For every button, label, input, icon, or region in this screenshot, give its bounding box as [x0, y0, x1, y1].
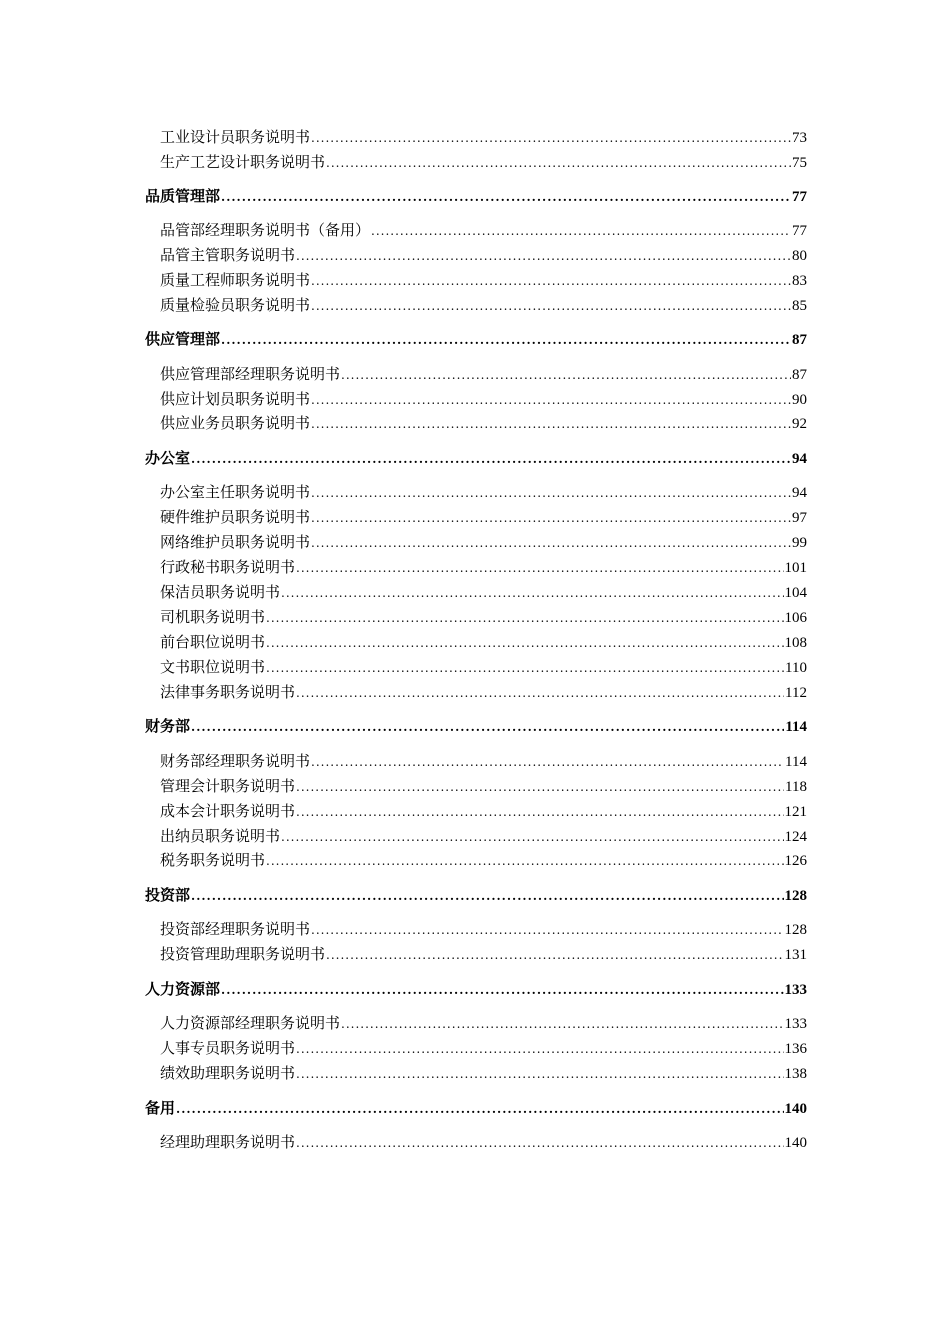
dot-leader: [311, 413, 791, 435]
toc-entry-page: 124: [784, 829, 807, 845]
dot-leader: [281, 826, 783, 848]
toc-entry-page: 126: [784, 853, 807, 869]
toc-section[interactable]: [145, 447, 807, 469]
toc-entry-page: 118: [785, 779, 807, 795]
toc-entry-title: 品管部经理职务说明书（备用）: [160, 221, 371, 239]
toc-entry-page: 90: [792, 392, 807, 408]
toc-entry-title: 投资管理助理职务说明书: [160, 945, 326, 963]
toc-section-page: 94: [792, 451, 807, 467]
toc-entry-page: 131: [784, 947, 807, 963]
toc-entry-page: 94: [792, 485, 807, 501]
toc-entry-title: 司机职务说明书: [160, 608, 266, 626]
toc-section-page: 133: [784, 982, 807, 998]
toc-entry[interactable]: [160, 606, 807, 628]
toc-entry[interactable]: [160, 388, 807, 410]
toc-entry[interactable]: [160, 849, 807, 871]
toc-entry-title: 办公室主任职务说明书: [160, 483, 311, 501]
toc-entry-title: 网络维护员职务说明书: [160, 533, 311, 551]
toc-section-title: 投资部: [145, 886, 191, 904]
dot-leader: [311, 751, 784, 773]
toc-entry-title: 硬件维护员职务说明书: [160, 508, 311, 526]
toc-entry-title: 品管主管职务说明书: [160, 246, 296, 264]
toc-entry-title: 人事专员职务说明书: [160, 1039, 296, 1057]
dot-leader: [311, 389, 791, 411]
toc-entry-title: 税务职务说明书: [160, 851, 266, 869]
dot-leader: [311, 919, 783, 941]
toc-section[interactable]: [145, 328, 807, 350]
toc-entry[interactable]: [160, 244, 807, 266]
toc-entry-page: 108: [784, 635, 807, 651]
toc-entry-title: 行政秘书职务说明书: [160, 558, 296, 576]
toc-entry[interactable]: [160, 363, 807, 385]
dot-leader: [371, 220, 791, 242]
dot-leader: [221, 186, 791, 208]
toc-entry-page: 85: [792, 298, 807, 314]
toc-entry[interactable]: [160, 1012, 807, 1034]
toc-section-page: 87: [792, 332, 807, 348]
toc-entry[interactable]: [160, 1037, 807, 1059]
dot-leader: [221, 979, 783, 1001]
toc-section-title: 供应管理部: [145, 330, 221, 348]
toc-entry-title: 生产工艺设计职务说明书: [160, 153, 326, 171]
toc-entry[interactable]: [160, 656, 807, 678]
dot-leader: [311, 482, 791, 504]
dot-leader: [296, 801, 783, 823]
toc-entry-title: 质量工程师职务说明书: [160, 271, 311, 289]
dot-leader: [296, 682, 784, 704]
toc-entry[interactable]: [160, 775, 807, 797]
toc-entry[interactable]: [160, 269, 807, 291]
toc-entry[interactable]: [160, 412, 807, 434]
dot-leader: [296, 1038, 783, 1060]
toc-entry-title: 管理会计职务说明书: [160, 777, 296, 795]
toc-entry-title: 绩效助理职务说明书: [160, 1064, 296, 1082]
dot-leader: [326, 944, 783, 966]
toc-entry-page: 101: [784, 560, 807, 576]
toc-section-title: 品质管理部: [145, 187, 221, 205]
toc-entry-page: 97: [792, 510, 807, 526]
dot-leader: [191, 448, 791, 470]
toc-entry[interactable]: [160, 918, 807, 940]
toc-section[interactable]: [145, 715, 807, 737]
dot-leader: [296, 557, 783, 579]
dot-leader: [311, 532, 791, 554]
dot-leader: [266, 607, 783, 629]
toc-entry[interactable]: [160, 825, 807, 847]
toc-section-title: 人力资源部: [145, 980, 221, 998]
dot-leader: [341, 1013, 783, 1035]
toc-entry-page: 99: [792, 535, 807, 551]
toc-section-title: 备用: [145, 1099, 176, 1117]
toc-section-title: 办公室: [145, 449, 191, 467]
dot-leader: [221, 329, 791, 351]
toc-section[interactable]: [145, 1097, 807, 1119]
toc-entry[interactable]: [160, 943, 807, 965]
toc-entry[interactable]: [160, 1131, 807, 1153]
dot-leader: [296, 776, 784, 798]
dot-leader: [341, 364, 791, 386]
toc-entry-title: 供应管理部经理职务说明书: [160, 365, 341, 383]
dot-leader: [266, 850, 783, 872]
toc-section-page: 77: [792, 189, 807, 205]
toc-section[interactable]: [145, 185, 807, 207]
toc-entry-page: 121: [784, 804, 807, 820]
toc-entry-page: 106: [784, 610, 807, 626]
toc-entry[interactable]: [160, 531, 807, 553]
dot-leader: [191, 885, 783, 907]
toc-section-page: 128: [784, 888, 807, 904]
toc-entry-title: 前台职位说明书: [160, 633, 266, 651]
toc-entry-page: 114: [785, 754, 807, 770]
toc-entry[interactable]: [160, 481, 807, 503]
toc-entry[interactable]: [160, 681, 807, 703]
toc-section[interactable]: [145, 978, 807, 1000]
toc-entry-page: 112: [785, 685, 807, 701]
toc-entry-page: 87: [792, 367, 807, 383]
toc-entry-page: 140: [784, 1135, 807, 1151]
dot-leader: [311, 127, 791, 149]
toc-entry[interactable]: [160, 151, 807, 173]
toc-entry[interactable]: [160, 294, 807, 316]
toc-entry-title: 文书职位说明书: [160, 658, 266, 676]
toc-entry-title: 经理助理职务说明书: [160, 1133, 296, 1151]
dot-leader: [281, 582, 783, 604]
toc-entry-title: 成本会计职务说明书: [160, 802, 296, 820]
toc-entry-page: 75: [792, 155, 807, 171]
toc-entry-title: 供应计划员职务说明书: [160, 390, 311, 408]
toc-entry-page: 136: [784, 1041, 807, 1057]
toc-entry-page: 133: [784, 1016, 807, 1032]
dot-leader: [311, 507, 791, 529]
toc-entry-title: 财务部经理职务说明书: [160, 752, 311, 770]
toc-entry[interactable]: [160, 506, 807, 528]
toc-entry[interactable]: [160, 126, 807, 148]
dot-leader: [266, 657, 784, 679]
toc-section-page: 114: [785, 719, 807, 735]
toc-entry-page: 77: [792, 223, 807, 239]
dot-leader: [311, 295, 791, 317]
dot-leader: [191, 716, 784, 738]
toc-section-title: 财务部: [145, 717, 191, 735]
toc-entry-title: 供应业务员职务说明书: [160, 414, 311, 432]
dot-leader: [296, 1132, 783, 1154]
dot-leader: [176, 1098, 783, 1120]
dot-leader: [311, 270, 791, 292]
toc-entry-page: 83: [792, 273, 807, 289]
toc-entry[interactable]: [160, 556, 807, 578]
toc-entry-title: 工业设计员职务说明书: [160, 128, 311, 146]
toc-entry[interactable]: [160, 750, 807, 772]
toc-entry-title: 出纳员职务说明书: [160, 827, 281, 845]
toc-entry-title: 人力资源部经理职务说明书: [160, 1014, 341, 1032]
toc-entry[interactable]: [160, 1062, 807, 1084]
toc-entry-title: 保洁员职务说明书: [160, 583, 281, 601]
toc-entry-title: 质量检验员职务说明书: [160, 296, 311, 314]
dot-leader: [296, 1063, 783, 1085]
toc-section[interactable]: [145, 884, 807, 906]
toc-entry-page: 138: [784, 1066, 807, 1082]
toc-entry-page: 73: [792, 130, 807, 146]
toc-entry-title: 法律事务职务说明书: [160, 683, 296, 701]
toc-entry-page: 92: [792, 416, 807, 432]
dot-leader: [266, 632, 783, 654]
toc-entry-page: 128: [784, 922, 807, 938]
dot-leader: [296, 245, 791, 267]
toc-entry[interactable]: [160, 219, 807, 241]
toc-entry[interactable]: [160, 581, 807, 603]
toc-entry-page: 110: [785, 660, 807, 676]
toc-section-page: 140: [784, 1101, 807, 1117]
toc-entry[interactable]: [160, 631, 807, 653]
toc-entry-page: 104: [784, 585, 807, 601]
toc-entry[interactable]: [160, 800, 807, 822]
toc-entry-page: 80: [792, 248, 807, 264]
dot-leader: [326, 152, 791, 174]
toc-entry-title: 投资部经理职务说明书: [160, 920, 311, 938]
